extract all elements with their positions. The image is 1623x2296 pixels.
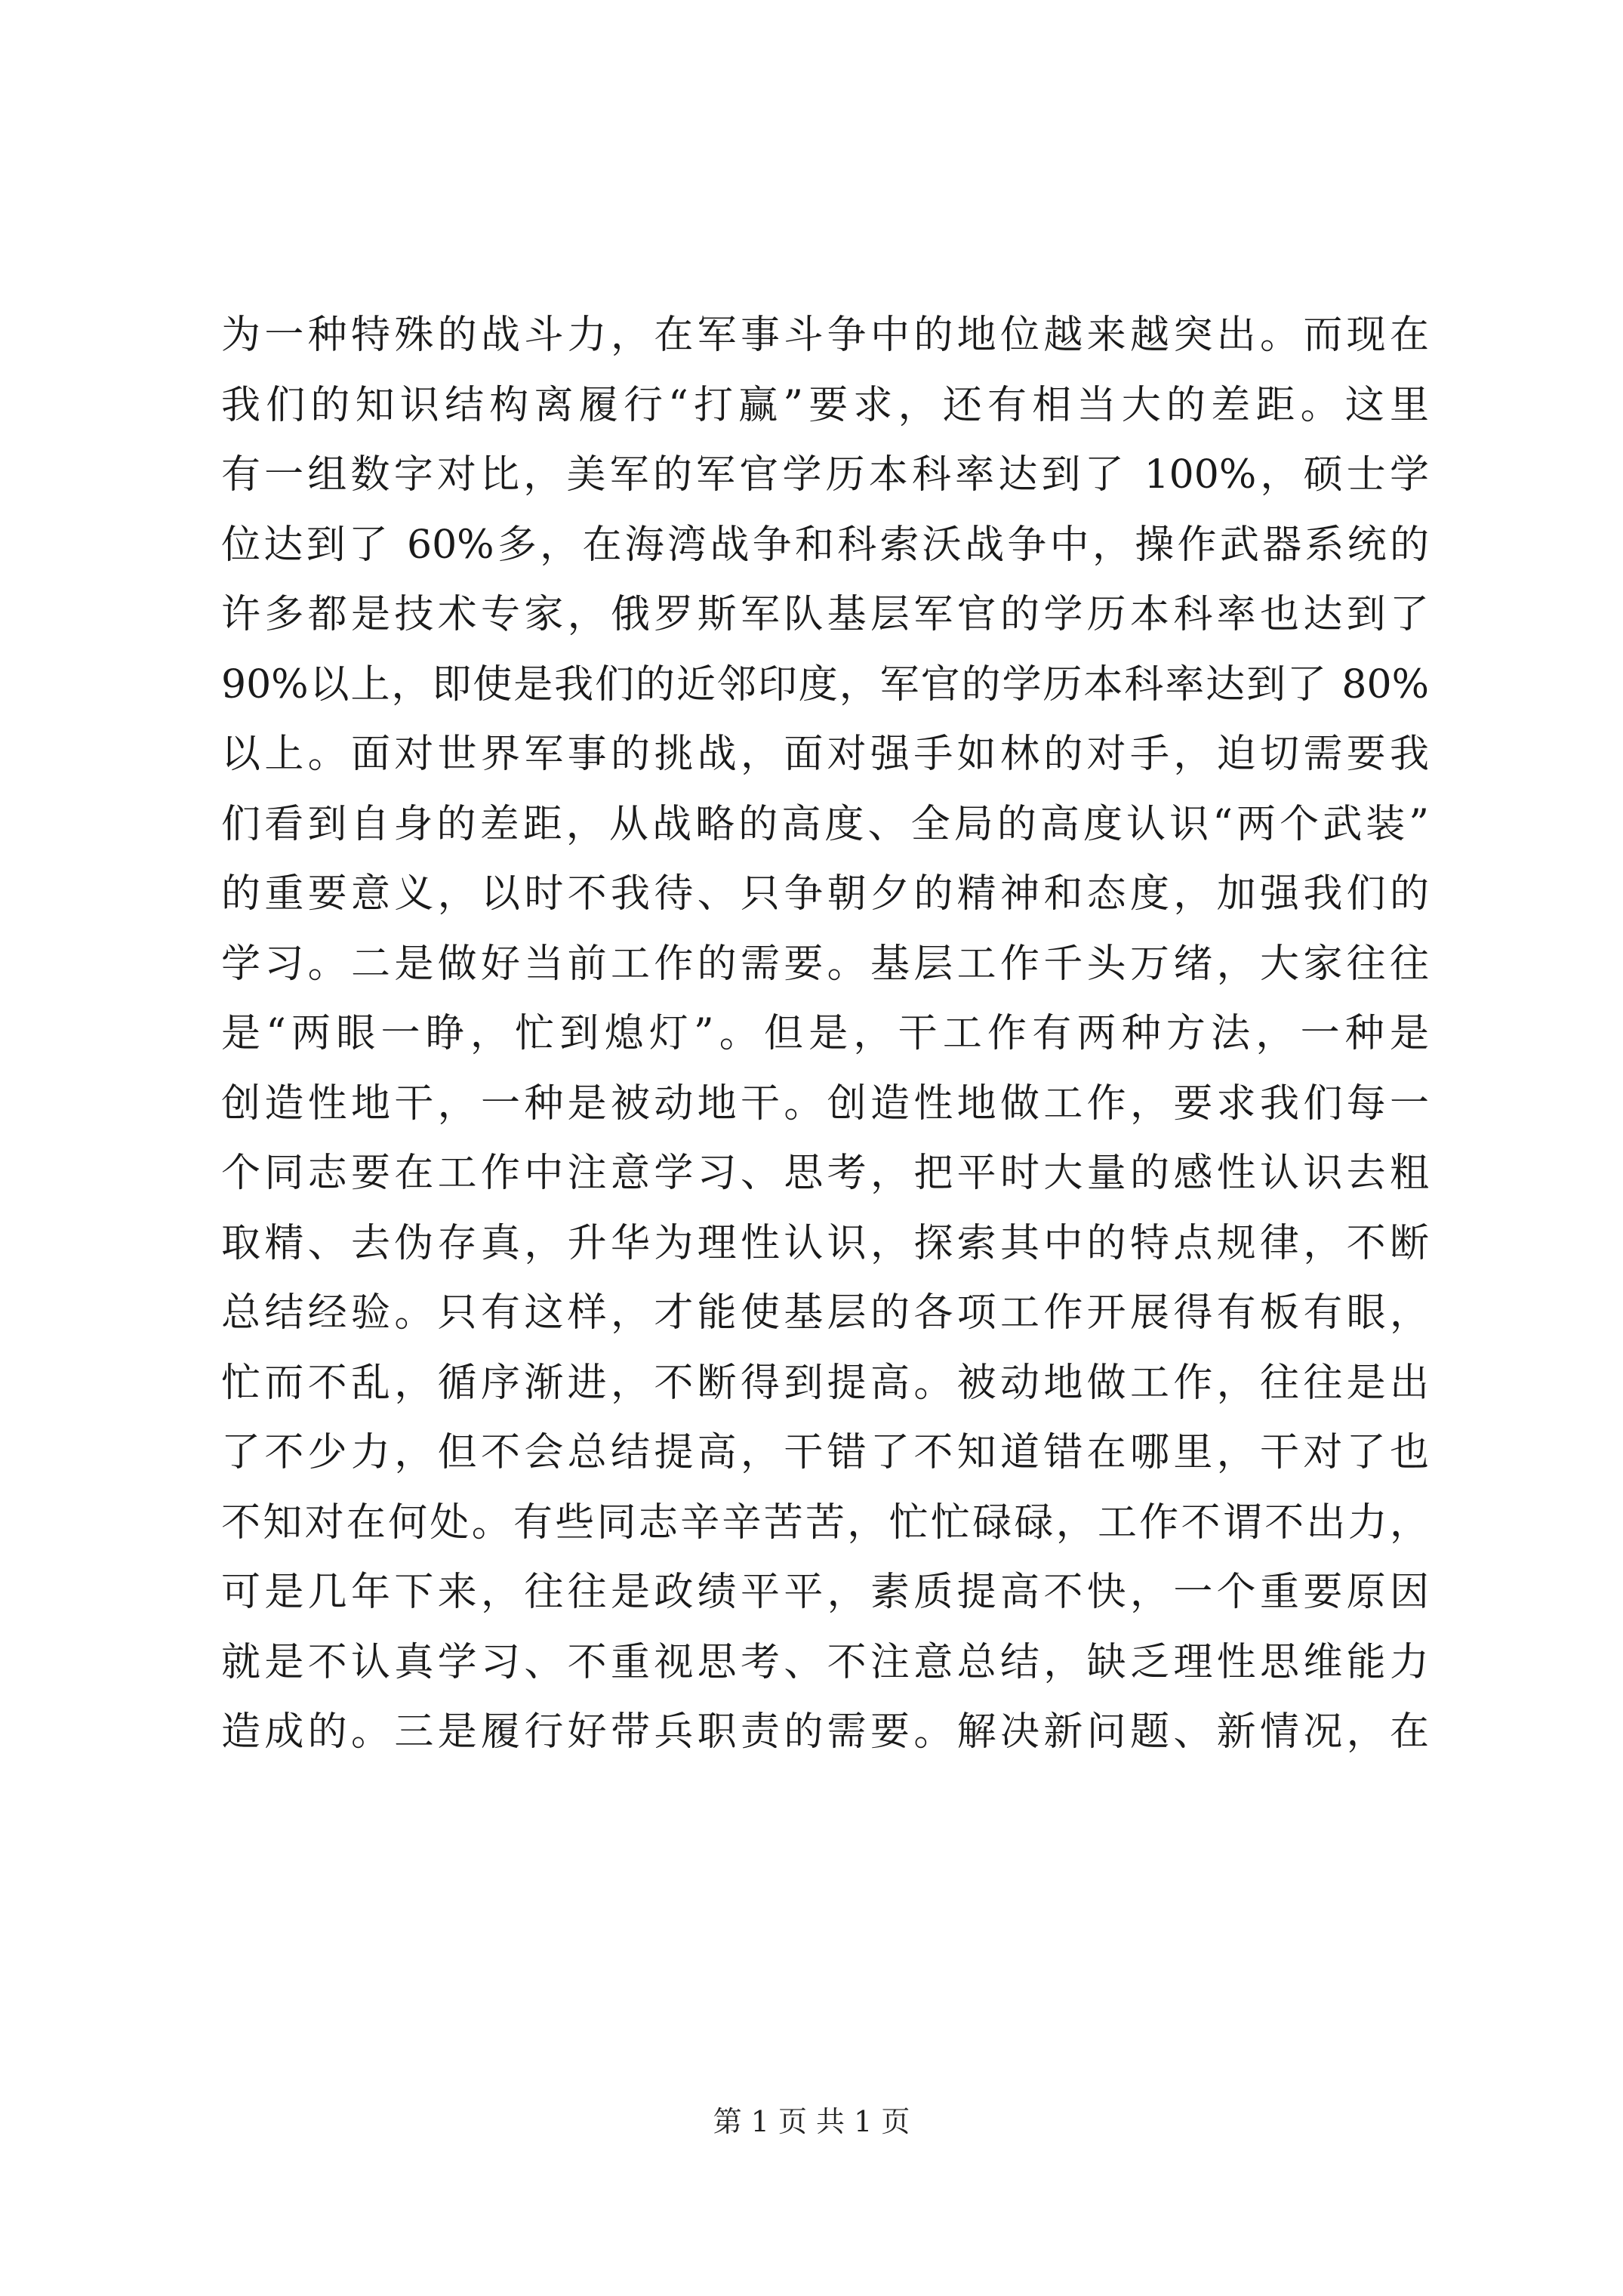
text-line: 有一组数字对比，美军的军官学历本科率达到了 100%，硕士学 [221, 452, 1429, 498]
text-line: 是“两眼一睁，忙到熄灯”。但是，干工作有两种方法，一种是 [221, 1011, 1429, 1056]
text-line: 位达到了 60%多，在海湾战争和科索沃战争中，操作武器系统的 [221, 522, 1429, 568]
text-line: 造成的。三是履行好带兵职责的需要。解决新问题、新情况，在 [221, 1709, 1429, 1755]
text-line: 个同志要在工作中注意学习、思考，把平时大量的感性认识去粗 [221, 1151, 1429, 1196]
text-line: 为一种特殊的战斗力，在军事斗争中的地位越来越突出。而现在 [221, 313, 1429, 358]
text-line: 90%以上，即使是我们的近邻印度，军官的学历本科率达到了 80% [221, 661, 1429, 707]
text-line: 了不少力，但不会总结提高，干错了不知道错在哪里，干对了也 [221, 1430, 1429, 1475]
text-line: 忙而不乱，循序渐进，不断得到提高。被动地做工作，往往是出 [221, 1360, 1429, 1406]
text-line: 总结经验。只有这样，才能使基层的各项工作开展得有板有眼， [221, 1290, 1429, 1336]
text-line: 们看到自身的差距，从战略的高度、全局的高度认识“两个武装” [221, 801, 1429, 847]
text-line: 的重要意义，以时不我待、只争朝夕的精神和态度，加强我们的 [221, 871, 1429, 917]
text-line: 不知对在何处。有些同志辛辛苦苦，忙忙碌碌，工作不谓不出力， [221, 1499, 1429, 1546]
text-line: 以上。面对世界军事的挑战，面对强手如林的对手，迫切需要我 [221, 732, 1429, 777]
text-line: 可是几年下来，往往是政绩平平，素质提高不快，一个重要原因 [221, 1570, 1429, 1615]
body-paragraph [221, 300, 1429, 1767]
text-line: 就是不认真学习、不重视思考、不注意总结，缺乏理性思维能力 [221, 1639, 1429, 1685]
text-line: 创造性地干，一种是被动地干。创造性地做工作，要求我们每一 [221, 1080, 1429, 1126]
text-line: 取精、去伪存真，升华为理性认识，探索其中的特点规律，不断 [221, 1220, 1429, 1266]
text-line: 学习。二是做好当前工作的需要。基层工作千头万绪，大家往往 [221, 941, 1429, 987]
text-line: 我们的知识结构离履行“打赢”要求，还有相当大的差距。这里 [221, 382, 1429, 428]
text-line: 许多都是技术专家，俄罗斯军队基层军官的学历本科率也达到了 [221, 592, 1429, 637]
page-number: 第 1 页 共 1 页 [713, 2105, 910, 2138]
page-footer [0, 2103, 1623, 2140]
